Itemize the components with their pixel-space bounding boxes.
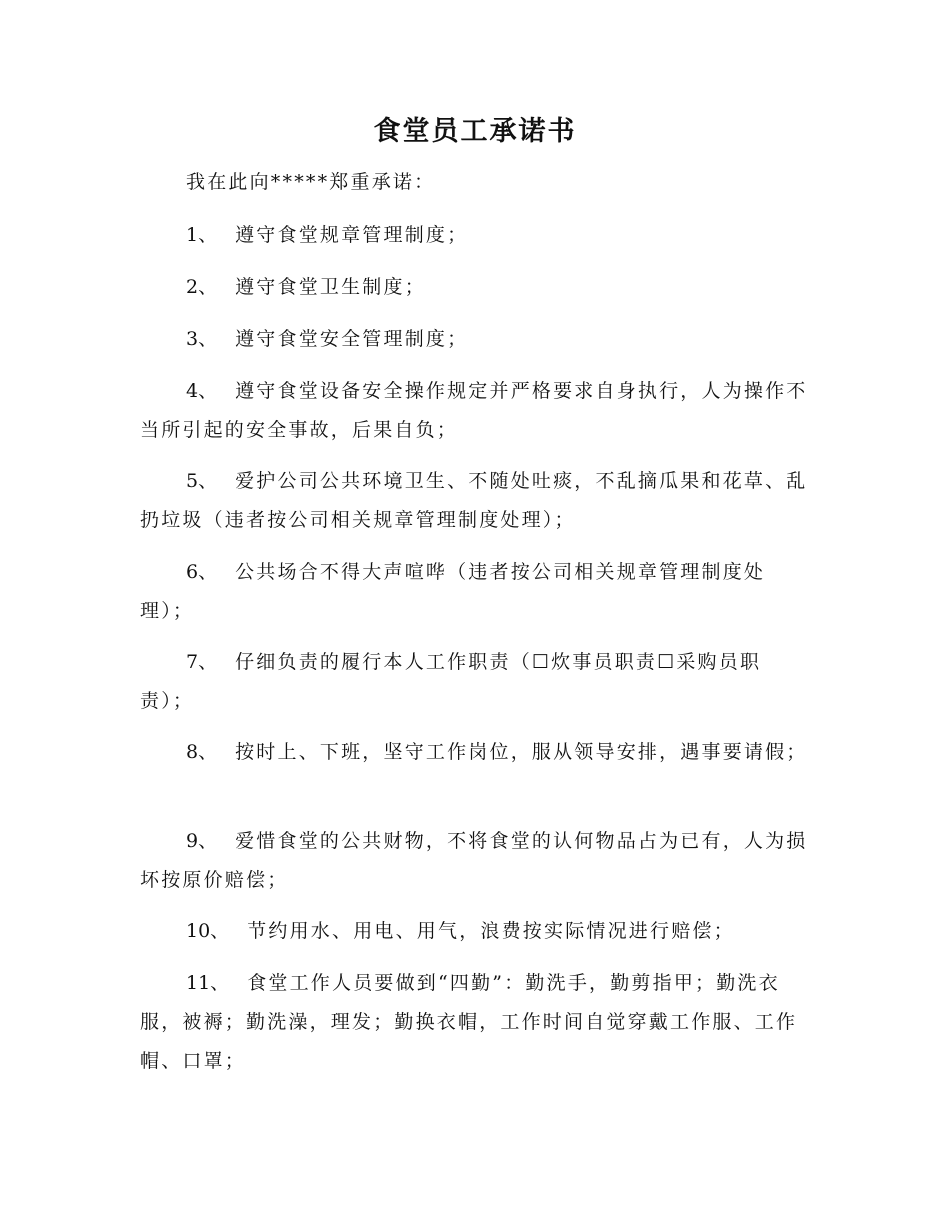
item-number: 7、: [186, 651, 218, 673]
list-item: [140, 643, 808, 721]
list-item: [140, 733, 808, 772]
item-number: 10、: [186, 920, 230, 942]
item-text: 爱惜食堂的公共财物，不将食堂的认何物品占为已有，人为损坏按原价赔偿；: [140, 830, 808, 891]
list-item: [140, 964, 808, 1081]
item-number: 4、: [186, 380, 218, 402]
item-text: 食堂工作人员要做到“四勤”：勤洗手，勤剪指甲；勤洗衣服，被褥；勤洗澡，理发；勤换衣帽，工作时间自觉穿戴工作服、工作帽、口罩；: [140, 972, 798, 1072]
item-text: 节约用水、用电、用气，浪费按实际情况进行赔偿；: [247, 920, 735, 942]
item-number: 5、: [186, 470, 218, 492]
list-item: [140, 822, 808, 900]
item-number: 3、: [186, 328, 218, 350]
item-number: 8、: [186, 741, 218, 763]
item-number: 11、: [186, 972, 230, 994]
document-title: 食堂员工承诺书: [373, 116, 577, 147]
list-item: [140, 553, 808, 631]
list-item: [140, 268, 808, 307]
item-text: 公共场合不得大声喧哗（违者按公司相关规章管理制度处理）；: [140, 561, 766, 622]
list-item: [140, 462, 808, 540]
item-text: 遵守食堂设备安全操作规定并严格要求自身执行，人为操作不当所引起的安全事故，后果自负；: [140, 380, 808, 441]
list-item: [140, 912, 808, 951]
item-number: 1、: [186, 224, 218, 246]
item-text: 按时上、下班，坚守工作岗位，服从领导安排，遇事要请假；: [235, 741, 808, 763]
item-text: 遵守食堂规章管理制度；: [235, 224, 469, 246]
item-number: 6、: [186, 561, 218, 583]
list-item: [140, 372, 808, 450]
item-text: 遵守食堂安全管理制度；: [235, 328, 469, 350]
list-item: [140, 216, 808, 255]
item-text: 爱护公司公共环境卫生、不随处吐痰，不乱摘瓜果和花草、乱扔垃圾（违者按公司相关规章管理制度处理）；: [140, 470, 808, 531]
intro-paragraph: 我在此向*****郑重承诺：: [186, 171, 436, 193]
item-number: 2、: [186, 276, 218, 298]
item-text: 仔细负责的履行本人工作职责（☐炊事员职责☐采购员职责）；: [140, 651, 762, 712]
list-item: [140, 320, 808, 359]
item-number: 9、: [186, 830, 218, 852]
item-text: 遵守食堂卫生制度；: [235, 276, 426, 298]
